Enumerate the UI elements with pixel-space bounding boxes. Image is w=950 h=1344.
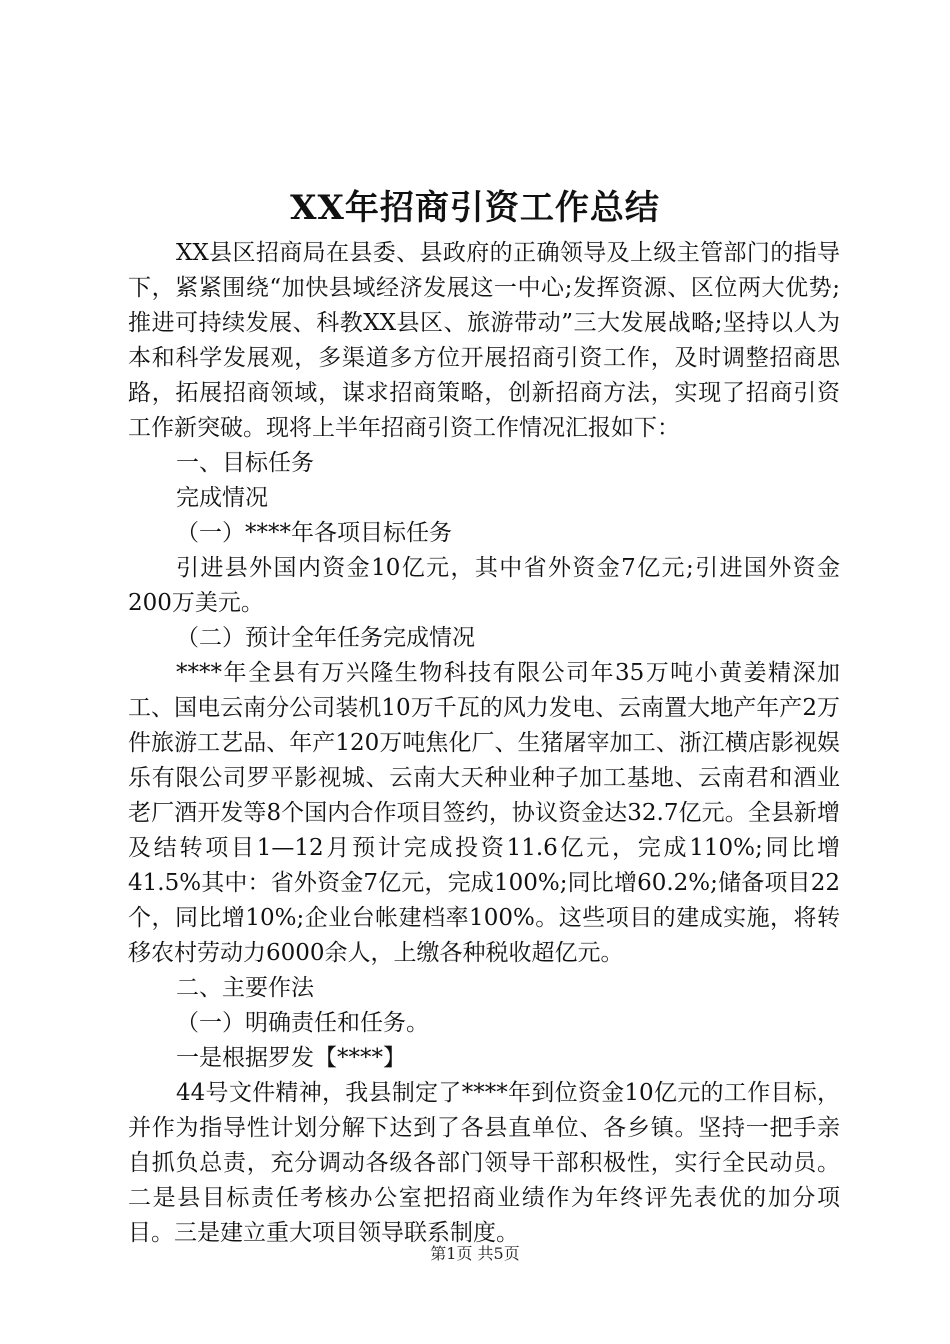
document-body (128, 236, 840, 1251)
section-heading-methods: 二、主要作法 (176, 975, 314, 1001)
section-heading-goals: 一、目标任务 (176, 450, 314, 476)
page-footer: 第1页 共5页 (430, 1244, 520, 1263)
subheading-responsibility: （一）明确责任和任务。 (176, 1010, 429, 1036)
paragraph-basis: 一是根据罗发【****】 (176, 1045, 406, 1071)
subheading-targets: （一）****年各项目标任务 (176, 520, 452, 546)
document-title: XX年招商引资工作总结 (290, 188, 660, 228)
paragraph-forecast: ****年全县有万兴隆生物科技有限公司年35万吨小黄姜精深加工、国电云南分公司装机10万千瓦的风力发电、云南置大地产年产2万件旅游工艺品、年产120万吨焦化厂、生猪屠宰加工、浙江横店影视娱乐有限公司罗平影视城、云南大天种业种子加工基地、云南君和酒业老厂酒开发等8个国内合作项目签约，协议资金达32.7亿元。全县新增及结转项目1—12月预计完成投资11.6亿元，完成110%;同比增41.5%其中：省外资金7亿元，完成100%;同比增60.2%;储备项目22个，同比增10%;企业台帐建档率100%。这些项目的建成实施，将转移农村劳动力6000余人，上缴各种税收超亿元。 (128, 660, 840, 966)
paragraph-targets: 引进县外国内资金10亿元，其中省外资金7亿元;引进国外资金200万美元。 (128, 555, 840, 616)
subheading-forecast: （二）预计全年任务完成情况 (176, 625, 475, 651)
paragraph-measures: 44号文件精神，我县制定了****年到位资金10亿元的工作目标，并作为指导性计划分解下达到了各县直单位、各乡镇。坚持一把手亲自抓负总责，充分调动各级各部门领导干部积极性，实行全民动员。二是县目标责任考核办公室把招商业绩作为年终评先表优的加分项目。三是建立重大项目领导联系制度。 (128, 1080, 840, 1246)
subheading-completion: 完成情况 (176, 485, 268, 511)
paragraph-intro: XX县区招商局在县委、县政府的正确领导及上级主管部门的指导下，紧紧围绕“加快县域经济发展这一中心;发挥资源、区位两大优势;推进可持续发展、科教XX县区、旅游带动”三大发展战略;坚持以人为本和科学发展观，多渠道多方位开展招商引资工作，及时调整招商思路，拓展招商领域，谋求招商策略，创新招商方法，实现了招商引资工作新突破。现将上半年招商引资工作情况汇报如下： (128, 240, 840, 441)
